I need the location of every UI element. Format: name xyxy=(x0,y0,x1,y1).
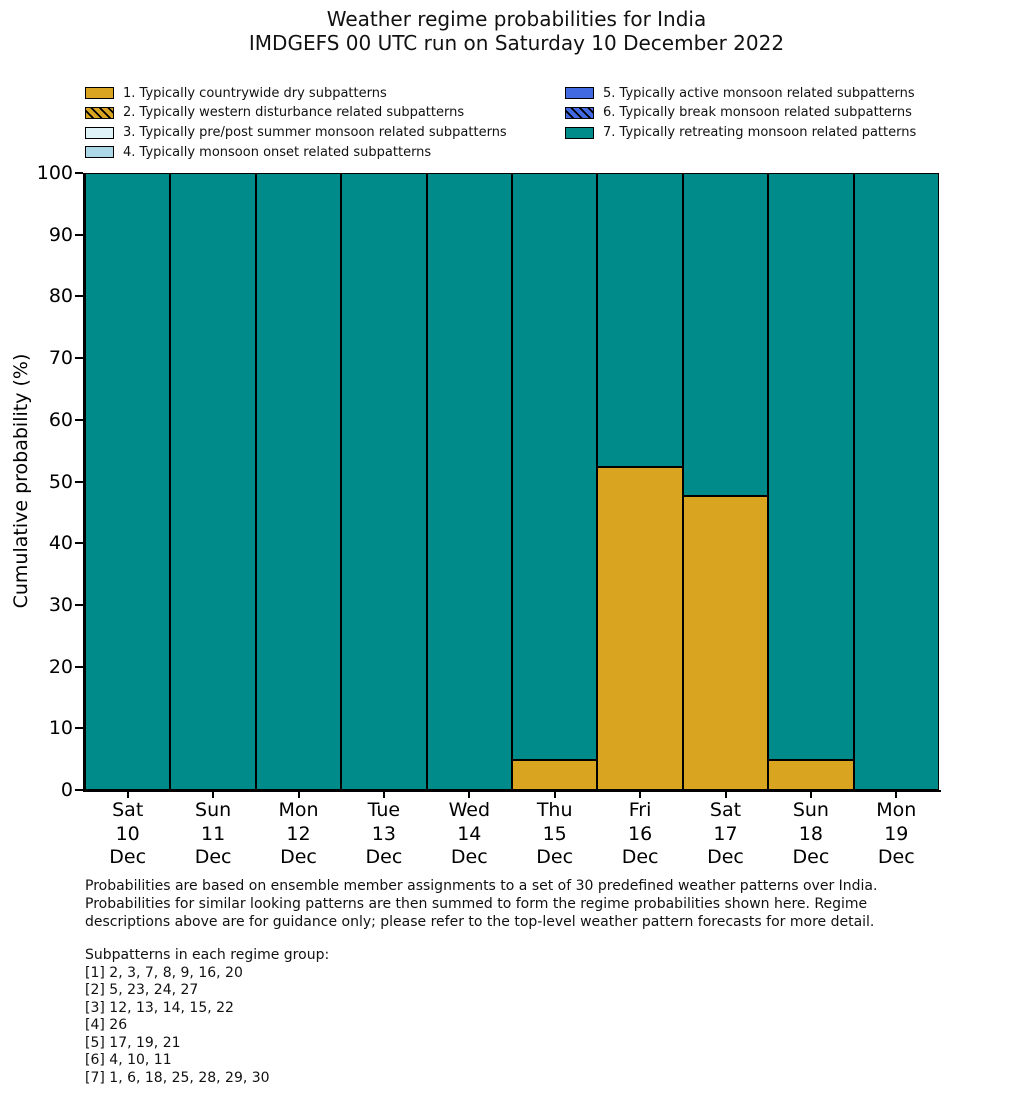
legend-swatch-regime-5-icon xyxy=(565,87,594,99)
bar-sun-11-dec xyxy=(170,173,255,790)
y-tick-mark xyxy=(75,666,83,668)
bar-segment-regime-7 xyxy=(256,173,341,790)
y-tick-label: 80 xyxy=(48,285,73,308)
y-axis-spine xyxy=(83,173,85,792)
x-tick-label-line: 19 xyxy=(884,822,909,845)
y-tick-mark xyxy=(75,604,83,606)
x-tick-label-mon-12-dec xyxy=(239,799,359,870)
x-tick-label-thu-15-dec xyxy=(495,799,615,870)
chart-title-line2: IMDGEFS 00 UTC run on Saturday 10 December 2022 xyxy=(248,31,785,55)
y-tick-label: 100 xyxy=(36,162,73,184)
y-tick-label: 40 xyxy=(48,532,73,555)
y-tick-mark xyxy=(75,172,83,174)
x-tick-label-sat-17-dec xyxy=(666,799,786,870)
bar-segment-regime-7 xyxy=(427,173,512,790)
y-tick-label: 70 xyxy=(48,347,73,370)
bar-segment-regime-7 xyxy=(768,173,853,760)
x-tick-label-sun-11-dec xyxy=(153,799,273,870)
x-tick-label-mon-19-dec xyxy=(836,799,956,870)
y-tick-mark xyxy=(75,542,83,544)
legend-label-regime-6: 6. Typically break monsoon related subpatterns xyxy=(603,105,912,121)
x-tick-label-line: Dec xyxy=(450,846,488,868)
x-tick-mark xyxy=(127,792,129,798)
x-tick-label-fri-16-dec xyxy=(580,799,700,870)
x-tick-label-line: Dec xyxy=(365,846,403,868)
y-tick-mark xyxy=(75,295,83,297)
x-tick-label-line: Sat xyxy=(112,799,144,821)
bar-segment-regime-7 xyxy=(597,173,682,467)
legend-label-regime-2: 2. Typically western disturbance related subpatterns xyxy=(123,105,465,121)
subpatterns-line-3: [3] 12, 13, 14, 15, 22 xyxy=(85,999,234,1016)
x-tick-label-tue-13-dec xyxy=(324,799,444,870)
subpatterns-line-6: [6] 4, 10, 11 xyxy=(85,1052,172,1068)
x-tick-label-line: 13 xyxy=(371,822,396,845)
legend-item-regime-3 xyxy=(85,127,507,139)
bar-segment-regime-7 xyxy=(512,173,597,760)
y-tick-label: 50 xyxy=(48,470,73,493)
y-tick-label: 60 xyxy=(48,408,73,431)
subpatterns-line-7: [7] 1, 6, 18, 25, 28, 29, 30 xyxy=(85,1069,270,1086)
chart-title xyxy=(0,7,1033,55)
x-tick-label-line: 16 xyxy=(628,822,653,845)
legend-label-regime-1: 1. Typically countrywide dry subpatterns xyxy=(123,85,387,101)
footnote-line-1: Probabilities are based on ensemble member assignments to a set of 30 predefined weather patterns over India. xyxy=(85,878,878,894)
x-tick-mark xyxy=(639,792,641,798)
subpatterns-line-2: [2] 5, 23, 24, 27 xyxy=(85,982,199,998)
x-tick-label-line: Tue xyxy=(367,799,401,821)
plot-area xyxy=(36,162,939,868)
x-tick-label-line: 11 xyxy=(201,822,226,845)
legend-label-regime-5: 5. Typically active monsoon related subpatterns xyxy=(603,85,915,101)
bar-segment-regime-7 xyxy=(341,173,426,790)
legend-item-regime-6 xyxy=(565,107,916,119)
bar-segment-regime-1 xyxy=(597,467,682,790)
subpatterns-heading: Subpatterns in each regime group: xyxy=(85,947,330,963)
legend-swatch-regime-6-icon xyxy=(565,107,594,119)
footnote-line-3: descriptions above are for guidance only; please refer to the top-level weather pattern forecasts for more detail. xyxy=(85,914,875,931)
legend-label-regime-4: 4. Typically monsoon onset related subpatterns xyxy=(123,144,432,160)
x-tick-label-line: Sat xyxy=(709,799,742,821)
footnote-line-2: Probabilities for similar looking patterns are then summed to form the regime probabilities shown here. Regime xyxy=(85,896,868,913)
x-tick-mark xyxy=(554,792,556,798)
x-tick-label-line: Dec xyxy=(877,846,915,868)
legend-swatch-regime-7-icon xyxy=(565,127,594,139)
legend-item-regime-4 xyxy=(85,146,507,158)
bar-mon-19-dec xyxy=(854,173,939,790)
x-tick-label-line: Dec xyxy=(109,846,147,868)
bar-segment-regime-1 xyxy=(683,496,768,790)
bar-fri-16-dec xyxy=(597,173,682,790)
x-tick-mark xyxy=(212,792,214,798)
legend-column-right xyxy=(565,87,916,139)
x-tick-label-sun-18-dec xyxy=(751,799,871,870)
x-tick-label-line: Mon xyxy=(278,799,319,821)
y-tick-label: 0 xyxy=(60,779,73,801)
x-tick-label-line: Dec xyxy=(621,846,659,868)
legend-label-regime-7: 7. Typically retreating monsoon related patterns xyxy=(603,125,917,141)
x-tick-mark xyxy=(725,792,727,798)
x-tick-label-line: 10 xyxy=(115,822,140,845)
bar-sat-17-dec xyxy=(683,173,768,790)
bar-mon-12-dec xyxy=(256,173,341,790)
legend-label-regime-3: 3. Typically pre/post summer monsoon related subpatterns xyxy=(123,125,507,141)
y-tick-mark xyxy=(75,727,83,729)
legend-swatch-regime-2-icon xyxy=(85,107,114,119)
bar-sat-10-dec xyxy=(85,173,170,790)
legend-column-left xyxy=(85,87,507,159)
x-tick-label-line: Dec xyxy=(194,846,232,868)
x-axis-spine xyxy=(83,790,941,792)
bar-segment-regime-1 xyxy=(512,760,597,790)
y-tick-mark xyxy=(75,481,83,483)
legend-swatch-regime-4-icon xyxy=(85,146,114,158)
subpatterns-list xyxy=(85,947,329,1087)
x-tick-label-line: Fri xyxy=(628,799,652,821)
y-tick-mark xyxy=(75,234,83,236)
y-tick-label: 30 xyxy=(48,593,73,616)
y-tick-label: 10 xyxy=(48,717,73,740)
x-tick-label-line: 17 xyxy=(713,822,738,845)
bar-segment-regime-1 xyxy=(768,760,853,790)
x-tick-label-line: Wed xyxy=(448,799,491,821)
y-axis-label: Cumulative probability (%) xyxy=(10,353,32,609)
chart-title-line1: Weather regime probabilities for India xyxy=(326,7,707,31)
x-tick-mark xyxy=(810,792,812,798)
legend-item-regime-1 xyxy=(85,87,507,99)
x-tick-label-line: Dec xyxy=(792,846,830,868)
footnote xyxy=(85,877,877,932)
x-tick-label-wed-14-dec xyxy=(409,799,529,870)
bar-sun-18-dec xyxy=(768,173,853,790)
x-tick-label-line: Sun xyxy=(792,799,829,821)
x-tick-label-line: 18 xyxy=(798,822,823,845)
subpatterns-line-1: [1] 2, 3, 7, 8, 9, 16, 20 xyxy=(85,964,243,981)
x-tick-label-line: Thu xyxy=(536,799,573,821)
bar-segment-regime-7 xyxy=(854,173,939,790)
x-tick-label-line: 14 xyxy=(457,822,482,845)
y-tick-mark xyxy=(75,789,83,791)
y-tick-label: 90 xyxy=(48,223,73,246)
legend-item-regime-5 xyxy=(565,87,916,99)
y-tick-mark xyxy=(75,357,83,359)
bar-tue-13-dec xyxy=(341,173,426,790)
legend-swatch-regime-1-icon xyxy=(85,87,114,99)
legend-item-regime-7 xyxy=(565,127,916,139)
y-tick-mark xyxy=(75,419,83,421)
x-tick-mark xyxy=(298,792,300,798)
x-tick-mark xyxy=(468,792,470,798)
x-tick-label-line: Sun xyxy=(195,799,232,821)
bar-wed-14-dec xyxy=(427,173,512,790)
x-tick-mark xyxy=(383,792,385,798)
x-tick-label-line: 12 xyxy=(286,822,311,845)
legend-swatch-regime-3-icon xyxy=(85,127,114,139)
bar-segment-regime-7 xyxy=(683,173,768,496)
x-tick-label-line: Mon xyxy=(876,799,917,821)
bars xyxy=(85,173,939,790)
x-tick-label-sat-10-dec xyxy=(68,799,188,870)
x-tick-mark xyxy=(895,792,897,798)
subpatterns-line-4: [4] 26 xyxy=(85,1017,128,1033)
bar-segment-regime-7 xyxy=(85,173,170,790)
subpatterns-line-5: [5] 17, 19, 21 xyxy=(85,1034,181,1051)
bar-segment-regime-7 xyxy=(170,173,255,790)
x-tick-label-line: Dec xyxy=(707,846,744,868)
bar-thu-15-dec xyxy=(512,173,597,790)
legend-item-regime-2 xyxy=(85,107,507,119)
x-tick-label-line: 15 xyxy=(542,822,567,845)
x-tick-label-line: Dec xyxy=(536,846,574,868)
x-tick-label-line: Dec xyxy=(280,846,317,868)
y-tick-label: 20 xyxy=(48,655,73,678)
